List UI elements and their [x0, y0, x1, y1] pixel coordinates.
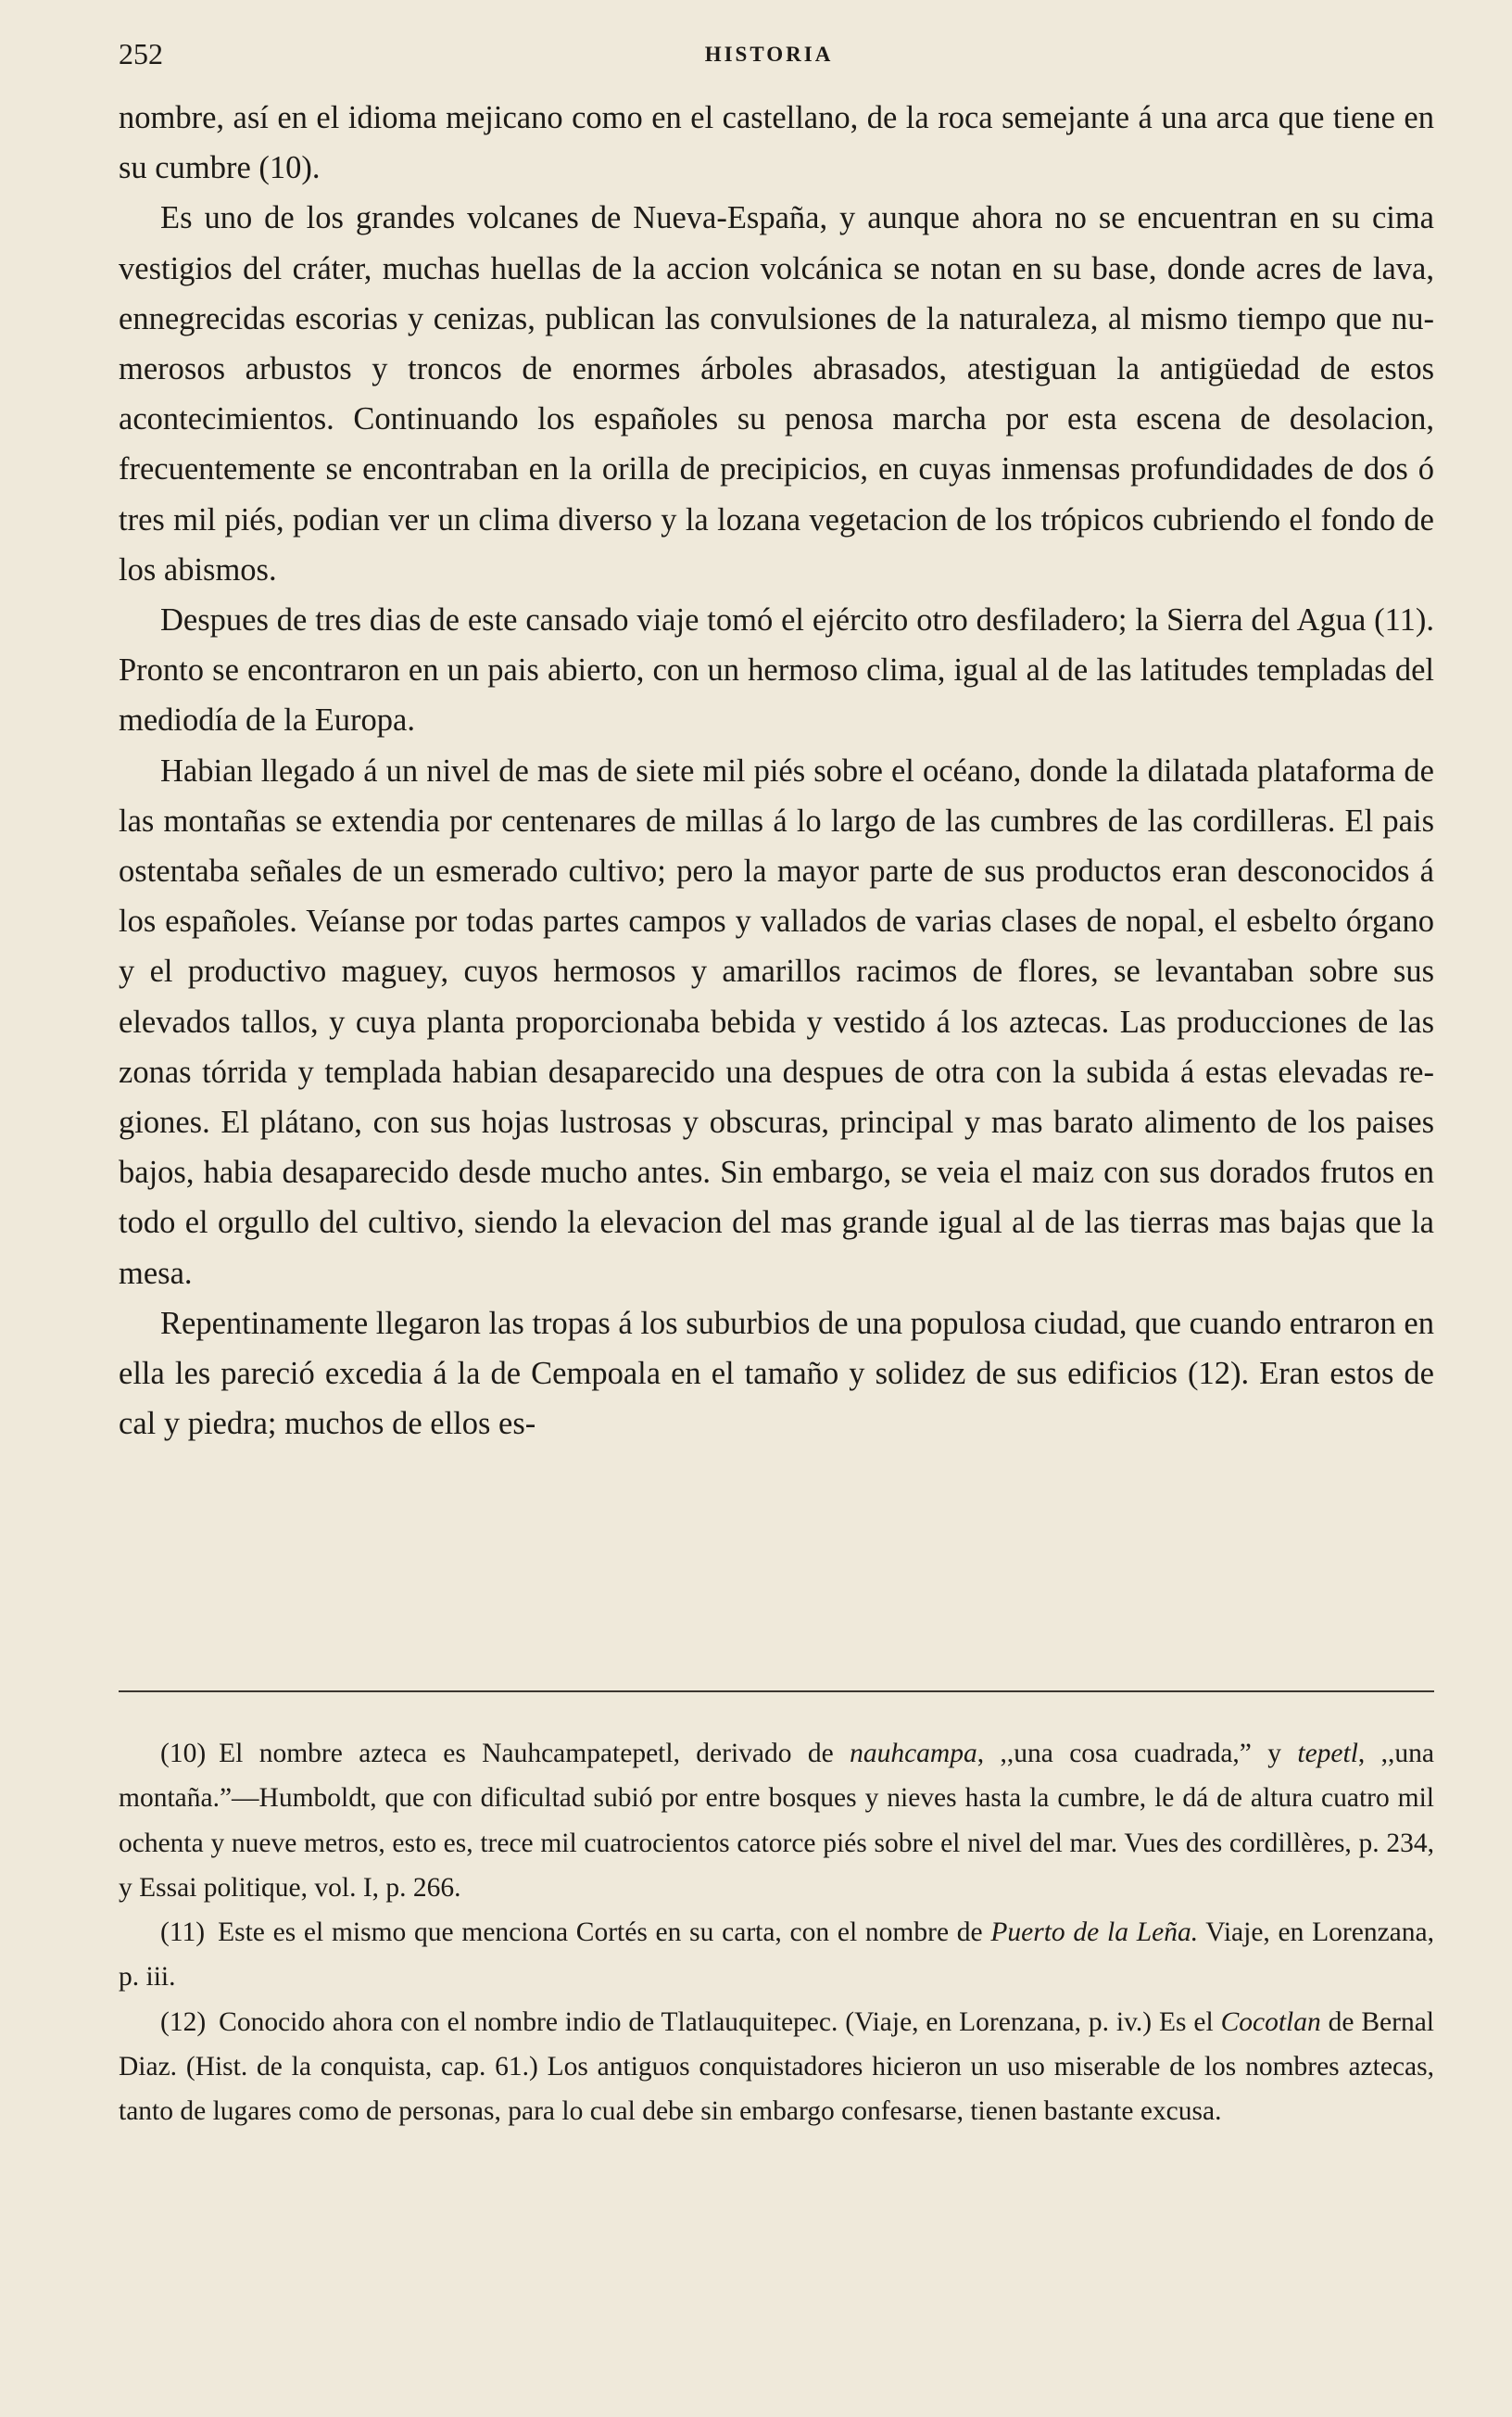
footnote-number: (10): [160, 1739, 207, 1768]
footnote-italic: nauhcampa: [850, 1739, 977, 1768]
footnote-text: de Bernal Diaz. (Hist. de la conquista, cap. 61.) Los antiguos conquistadores hicieron un uso miserable de los nombres aztecas, tanto de lugares como de personas, para lo cual debe sin embargo confesarse, tienen bastante excusa.: [119, 2006, 1434, 2127]
footnote-separator: [119, 1690, 1434, 1692]
footnote-italic: Puerto de la Leña.: [990, 1917, 1199, 1948]
footnote-italic: Cocotlan: [1220, 2006, 1321, 2037]
footnote-text: , ,,una cosa cuadrada,” y: [976, 1739, 1298, 1768]
footnote-11: [119, 1910, 1434, 2000]
footnotes: [119, 1731, 1434, 2134]
footnote-number: (12): [160, 2006, 207, 2037]
paragraph-4: Habian llegado á un nivel de mas de siete mil piés sobre el océano, donde la dilatada plataforma de las montañas se extendia por centenares de millas á lo largo de las cumbres de las cordilleras. El pais ostentaba señales de un esmerado cultivo; pero la mayor parte de sus productos eran desconocidos á los españoles. Veíanse por todas partes campos y vallados de varias clases de nopal, el esbelto órgano y el productivo maguey, cuyos hermosos y amarillos racimos de flores, se levantaban sobre sus elevados tallos, y cuya planta proporcionaba bebida y vestido á los aztecas. Las producciones de las zonas tórrida y templada habian desaparecido una despues de otra con la subida á estas elevadas regiones. El plátano, con sus hojas lustrosas y obscuras, principal y mas barato alimento de los paises bajos, habia desaparecido desde mucho antes. Sin embargo, se veia el maiz con sus dorados frutos en todo el orgullo del cultivo, siendo la elevacion del mas grande igual al de las tierras mas bajas que la mesa.: [119, 753, 1434, 1291]
footnote-12: [119, 2000, 1434, 2134]
footnote-text: Conocido ahora con el nombre indio de Tlatlauquitepec. (Viaje, en Lorenzana, p. iv.) Es el: [219, 2006, 1221, 2037]
running-head: [119, 37, 1419, 78]
footnote-10: [119, 1731, 1434, 1910]
main-text: [119, 93, 1434, 1449]
paragraph-2: Es uno de los grandes volcanes de Nueva-España, y aunque ahora no se encuentran en su cima vestigios del cráter, muchas huellas de la accion volcánica se notan en su base, donde acres de lava, ennegrecidas escorias y cenizas, publican las convulsiones de la naturaleza, al mismo tiempo que numerosos arbustos y troncos de enormes árboles abrasados, atestiguan la antigüedad de estos acontecimientos. Continuando los españoles su penosa marcha por esta escena de desolacion, frecuentemente se encontraban en la orilla de precipicios, en cuyas inmensas profundidades de dos ó tres mil piés, podian ver un clima diverso y la lozana vegetacion de los trópicos cubriendo el fondo de los abismos.: [119, 200, 1434, 588]
paragraph-1: nombre, así en el idioma mejicano como en el castellano, de la roca semejante á una arca que tiene en su cumbre (10).: [119, 100, 1434, 186]
footnote-text: Este es el mismo que menciona Cortés en su carta, con el nombre de: [218, 1917, 991, 1948]
page-number: 252: [119, 37, 163, 70]
footnote-number: (11): [160, 1917, 206, 1948]
footnote-text: Viaje, en Lorenzana, p. iii.: [119, 1917, 1434, 1993]
paragraph-5: Repentinamente llegaron las tropas á los suburbios de una populosa ciudad, que cuando entraron en ella les pareció excedia á la de Cempoala en el tamaño y solidez de sus edificios (12). Eran estos de cal y piedra; muchos de ellos es-: [119, 1305, 1434, 1442]
footnote-italic: tepetl: [1297, 1739, 1358, 1768]
paragraph-3: Despues de tres dias de este cansado viaje tomó el ejército otro desfiladero; la Sierra del Agua (11). Pronto se encontraron en un pais abierto, con un hermoso clima, igual al de las latitudes templadas del mediodía de la Europa.: [119, 602, 1434, 739]
footnote-text: El nombre azteca es Nauhcampatepetl, derivado de: [219, 1739, 850, 1768]
footnote-text: , ,,una montaña.”—Humboldt, que con dificultad subió por entre bosques y nieves hasta la cumbre, le dá de altura cuatro mil ochenta y nueve metros, esto es, trece mil cuatrocientos catorce piés sobre el nivel del mar. Vues des cordillères, p. 234, y Essai politique, vol. I, p. 266.: [119, 1739, 1434, 1903]
running-title: HISTORIA: [704, 43, 834, 66]
